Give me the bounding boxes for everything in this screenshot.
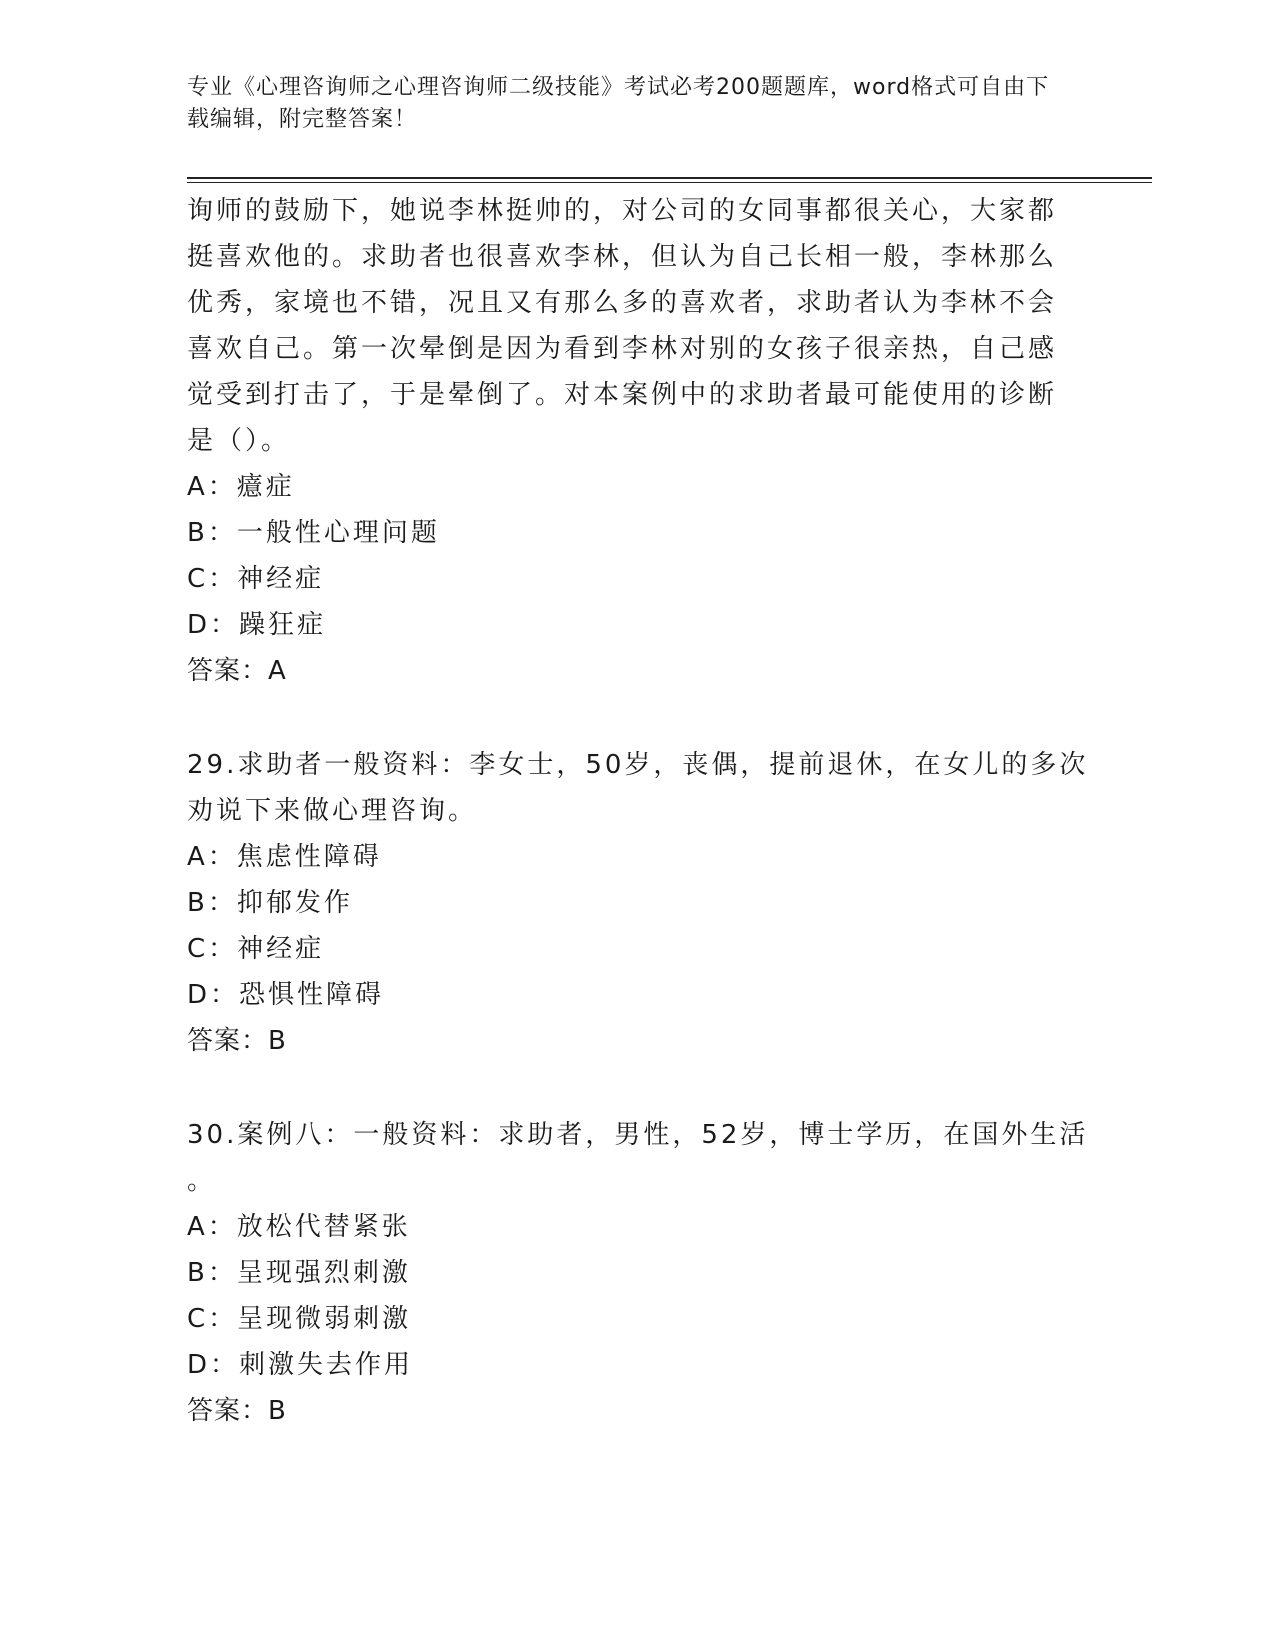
header-divider-thick [187, 177, 1152, 179]
option-d: D：恐惧性障碍 [187, 980, 385, 1010]
option-a: A：癔症 [187, 472, 295, 502]
option-b: B：一般性心理问题 [187, 518, 440, 548]
option-a: A：放松代替紧张 [187, 1212, 411, 1242]
question-28-block [187, 188, 1087, 694]
question-text-line: 询师的鼓励下，她说李林挺帅的，对公司的女同事都很关心，大家都 [187, 196, 1058, 226]
option-c: C：呈现微弱刺激 [187, 1304, 412, 1334]
option-b: B：抑郁发作 [187, 888, 353, 918]
header-title: 专业《心理咨询师之心理咨询师二级技能》考试必考200题题库，word格式可自由下载编辑，附完整答案！ [187, 75, 1050, 132]
question-text-line: 是（）。 [187, 426, 291, 456]
option-c: C：神经症 [187, 934, 325, 964]
question-spacer [187, 694, 1087, 742]
question-spacer [187, 1064, 1087, 1112]
question-text-line: 29.求助者一般资料：李女士，50岁，丧偶，提前退休，在女儿的多次 [187, 750, 1089, 780]
answer-line: 答案：B [187, 1026, 287, 1056]
option-d: D：躁狂症 [187, 610, 327, 640]
question-text-line: 优秀，家境也不错，况且又有那么多的喜欢者，求助者认为李林不会 [187, 288, 1058, 318]
option-d: D：刺激失去作用 [187, 1350, 414, 1380]
document-header [187, 72, 1067, 136]
question-29-block [187, 742, 1087, 1064]
header-divider-thin [187, 182, 1152, 183]
question-text-line: 挺喜欢他的。求助者也很喜欢李林，但认为自己长相一般，李林那么 [187, 242, 1058, 272]
question-list [187, 188, 1087, 1434]
answer-line: 答案：B [187, 1396, 287, 1426]
question-text-line: 30.案例八：一般资料：求助者，男性，52岁，博士学历，在国外生活 [187, 1120, 1089, 1150]
option-b: B：呈现强烈刺激 [187, 1258, 411, 1288]
question-text-line: 觉受到打击了，于是晕倒了。对本案例中的求助者最可能使用的诊断 [187, 380, 1058, 410]
question-text-line: 劝说下来做心理咨询。 [187, 796, 478, 826]
question-30-block [187, 1112, 1087, 1434]
option-a: A：焦虑性障碍 [187, 842, 382, 872]
question-text-line: 喜欢自己。第一次晕倒是因为看到李林对别的女孩子很亲热，自己感 [187, 334, 1058, 364]
question-text-line: 。 [187, 1166, 217, 1196]
option-c: C：神经症 [187, 564, 325, 594]
answer-line: 答案：A [187, 656, 287, 686]
